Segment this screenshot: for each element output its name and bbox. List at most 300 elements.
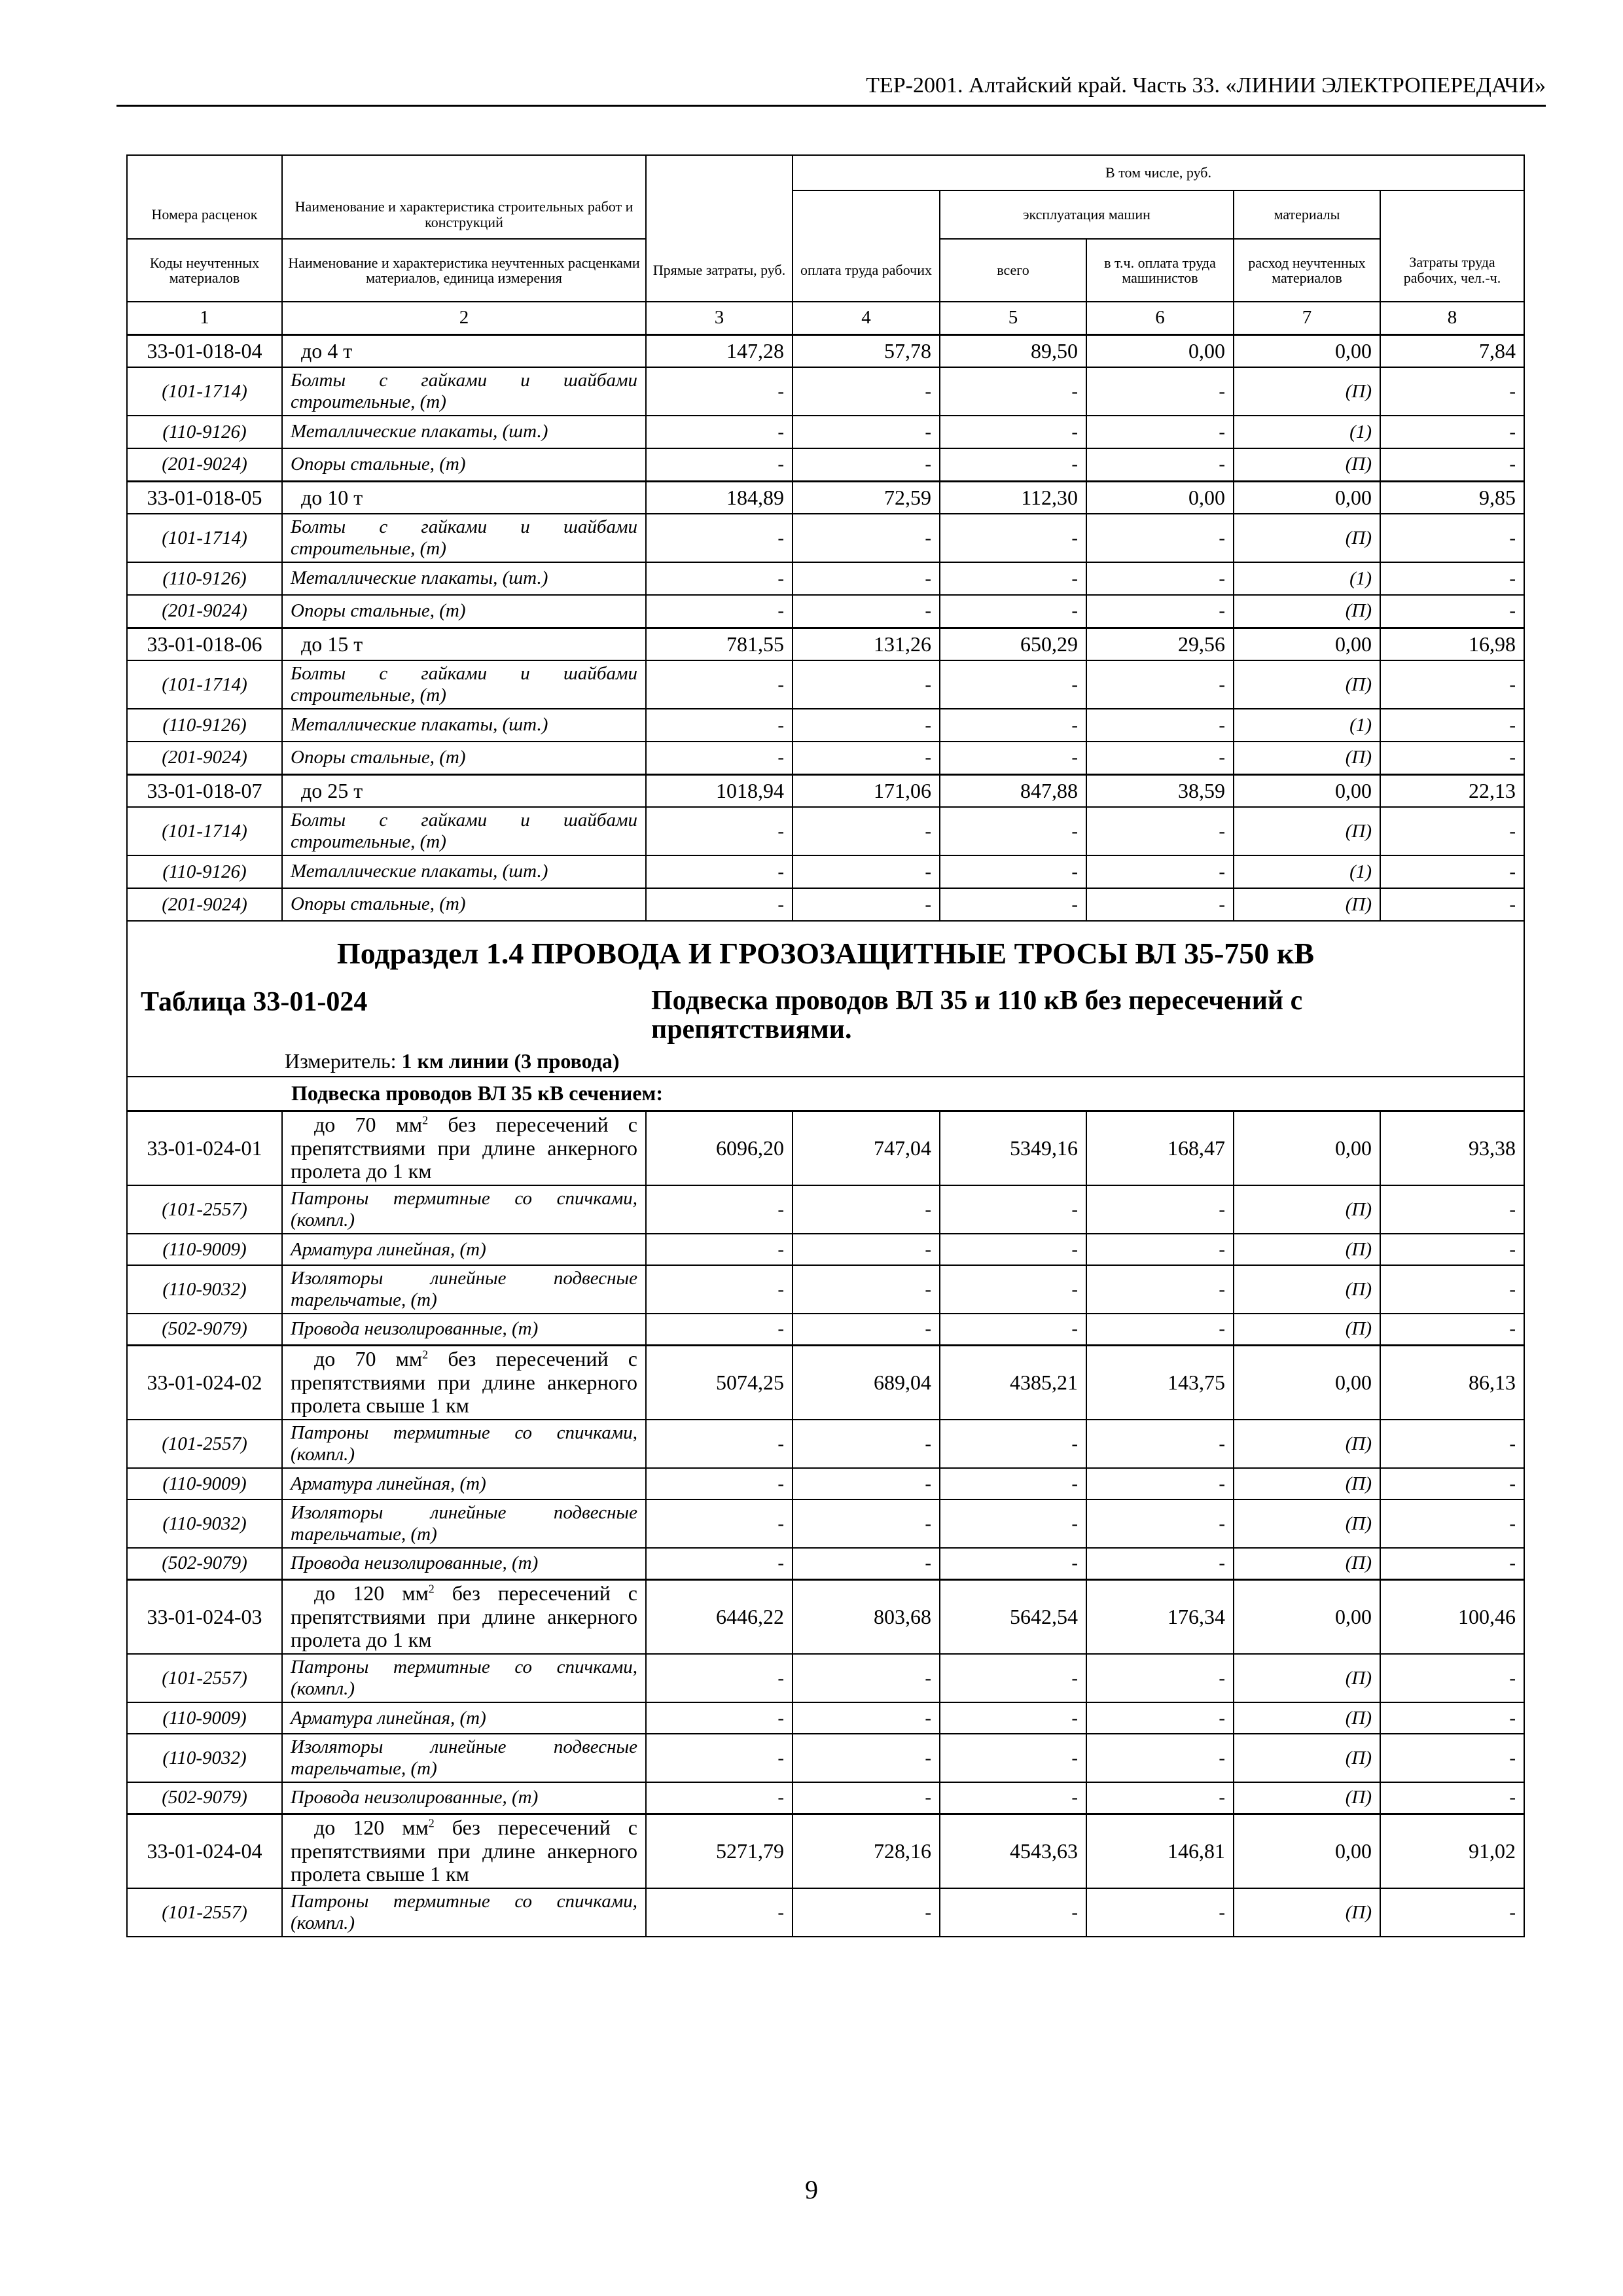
material-dash: -	[940, 367, 1086, 416]
column-number: 4	[793, 302, 940, 334]
material-row	[127, 562, 1524, 595]
material-dash: -	[793, 1185, 940, 1234]
material-code: (502-9079)	[127, 1548, 282, 1579]
material-dash: -	[1086, 855, 1234, 888]
material-dash: -	[646, 1234, 793, 1265]
material-dash: -	[1086, 742, 1234, 774]
material-dash: -	[646, 595, 793, 628]
material-dash: -	[1380, 660, 1524, 709]
rate-value: 689,04	[793, 1345, 940, 1420]
rate-value: 847,88	[940, 774, 1086, 807]
material-code: (101-2557)	[127, 1654, 282, 1702]
rate-value: 0,00	[1234, 774, 1380, 807]
material-name: Болты с гайками и шайбами строительные, (т)	[282, 807, 646, 855]
material-dash: -	[793, 1888, 940, 1937]
material-dash: -	[793, 1702, 940, 1734]
material-consumption: (П)	[1234, 660, 1380, 709]
material-name: Арматура линейная, (т)	[282, 1702, 646, 1734]
rate-name	[282, 1111, 646, 1185]
material-name: Опоры стальные, (т)	[282, 888, 646, 921]
material-dash: -	[646, 807, 793, 855]
material-dash: -	[1086, 595, 1234, 628]
rate-value: 5271,79	[646, 1814, 793, 1888]
material-dash: -	[1380, 1499, 1524, 1548]
material-row	[127, 1185, 1524, 1234]
material-consumption: (П)	[1234, 888, 1380, 921]
col-code-top: Номера расценок	[127, 190, 282, 239]
column-number: 5	[940, 302, 1086, 334]
page-number: 9	[805, 2175, 818, 2204]
material-consumption: (П)	[1234, 367, 1380, 416]
material-dash: -	[1380, 1468, 1524, 1499]
material-consumption: (П)	[1234, 807, 1380, 855]
rate-value: 5074,25	[646, 1345, 793, 1420]
col-hours-mid-blank	[1380, 190, 1524, 239]
material-dash: -	[646, 1734, 793, 1782]
rate-row	[127, 1579, 1524, 1654]
material-name: Провода неизолированные, (т)	[282, 1548, 646, 1579]
material-name: Опоры стальные, (т)	[282, 742, 646, 774]
col-machines-total: всего	[940, 239, 1086, 302]
table-number: Таблица 33-01-024	[141, 987, 368, 1017]
material-dash: -	[1086, 1654, 1234, 1702]
page-header	[116, 73, 1546, 107]
material-dash: -	[1380, 367, 1524, 416]
material-dash: -	[793, 807, 940, 855]
material-dash: -	[940, 1420, 1086, 1468]
rate-value: 7,84	[1380, 334, 1524, 367]
unit-superscript: 2	[422, 1348, 429, 1361]
rate-value: 38,59	[1086, 774, 1234, 807]
material-dash: -	[1086, 1548, 1234, 1579]
material-dash: -	[646, 562, 793, 595]
col-labor-hours: Затраты труда рабочих, чел.-ч.	[1380, 239, 1524, 302]
measure-label: Измеритель:	[285, 1049, 397, 1073]
material-dash: -	[793, 1420, 940, 1468]
material-dash: -	[1086, 1734, 1234, 1782]
material-code: (201-9024)	[127, 888, 282, 921]
rate-code: 33-01-018-04	[127, 334, 282, 367]
material-name: Металлические плакаты, (шт.)	[282, 855, 646, 888]
material-dash: -	[1380, 1702, 1524, 1734]
material-dash: -	[793, 1499, 940, 1548]
material-name: Арматура линейная, (т)	[282, 1468, 646, 1499]
material-consumption: (1)	[1234, 709, 1380, 742]
material-name: Болты с гайками и шайбами строительные, (т)	[282, 514, 646, 562]
material-dash: -	[646, 855, 793, 888]
material-consumption: (1)	[1234, 562, 1380, 595]
material-dash: -	[646, 1468, 793, 1499]
material-dash: -	[646, 1548, 793, 1579]
material-consumption: (П)	[1234, 1468, 1380, 1499]
material-dash: -	[940, 595, 1086, 628]
section-cell	[127, 921, 1524, 1077]
material-dash: -	[1380, 855, 1524, 888]
material-dash: -	[1086, 709, 1234, 742]
material-name: Изоляторы линейные подвесные тарельчатые, (т)	[282, 1734, 646, 1782]
material-dash: -	[940, 1654, 1086, 1702]
rate-code: 33-01-018-05	[127, 481, 282, 514]
rate-value: 0,00	[1234, 334, 1380, 367]
material-name: Провода неизолированные, (т)	[282, 1314, 646, 1345]
material-row	[127, 1654, 1524, 1702]
rate-row	[127, 481, 1524, 514]
material-consumption: (П)	[1234, 1185, 1380, 1234]
rate-name-part: без пересечений с препятствиями при длине анкерного пролета свыше 1 км	[291, 1346, 638, 1418]
material-row	[127, 1265, 1524, 1314]
material-name: Опоры стальные, (т)	[282, 448, 646, 481]
material-dash: -	[1086, 416, 1234, 448]
material-code: (101-1714)	[127, 807, 282, 855]
material-row	[127, 855, 1524, 888]
material-consumption: (П)	[1234, 1548, 1380, 1579]
material-dash: -	[793, 514, 940, 562]
material-dash: -	[646, 660, 793, 709]
table-heading	[128, 971, 1524, 1044]
material-name: Патроны термитные со спичками, (компл.)	[282, 1888, 646, 1937]
rate-value: 4385,21	[940, 1345, 1086, 1420]
material-code: (101-2557)	[127, 1888, 282, 1937]
section-title: Подраздел 1.4 ПРОВОДА И ГРОЗОЗАЩИТНЫЕ ТРОСЫ ВЛ 35-750 кВ	[336, 937, 1315, 970]
material-dash: -	[793, 1654, 940, 1702]
material-row	[127, 709, 1524, 742]
material-row	[127, 807, 1524, 855]
material-dash: -	[1086, 807, 1234, 855]
col-name-top-blank	[282, 155, 646, 190]
column-number: 7	[1234, 302, 1380, 334]
material-name: Провода неизолированные, (т)	[282, 1782, 646, 1814]
header-title: ТЕР-2001. Алтайский край. Часть 33. «ЛИНИИ ЭЛЕКТРОПЕРЕДАЧИ»	[866, 73, 1546, 98]
material-name: Опоры стальные, (т)	[282, 595, 646, 628]
material-dash: -	[1380, 807, 1524, 855]
rate-name-part: без пересечений с препятствиями при длине анкерного пролета свыше 1 км	[291, 1815, 637, 1886]
material-dash: -	[940, 1468, 1086, 1499]
material-row	[127, 1468, 1524, 1499]
material-dash: -	[793, 742, 940, 774]
material-row	[127, 660, 1524, 709]
material-dash: -	[1380, 888, 1524, 921]
material-consumption: (П)	[1234, 742, 1380, 774]
material-name: Болты с гайками и шайбами строительные, (т)	[282, 660, 646, 709]
rate-name	[282, 1814, 646, 1888]
rate-value: 93,38	[1380, 1111, 1524, 1185]
material-dash: -	[1380, 1265, 1524, 1314]
material-code: (101-1714)	[127, 660, 282, 709]
rate-value: 86,13	[1380, 1345, 1524, 1420]
material-dash: -	[646, 709, 793, 742]
col-incl: В том числе, руб.	[793, 155, 1524, 190]
rate-value: 176,34	[1086, 1579, 1234, 1654]
material-dash: -	[1380, 1314, 1524, 1345]
material-row	[127, 742, 1524, 774]
measure-line	[128, 1044, 1524, 1076]
material-code: (201-9024)	[127, 595, 282, 628]
material-dash: -	[793, 660, 940, 709]
rate-value: 72,59	[793, 481, 940, 514]
material-row	[127, 1314, 1524, 1345]
material-dash: -	[1086, 514, 1234, 562]
rate-value: 143,75	[1086, 1345, 1234, 1420]
material-row	[127, 888, 1524, 921]
material-row	[127, 1782, 1524, 1814]
rate-code: 33-01-018-06	[127, 628, 282, 660]
material-code: (101-1714)	[127, 367, 282, 416]
col-labor-blank	[793, 190, 940, 239]
column-number: 1	[127, 302, 282, 334]
material-dash: -	[940, 416, 1086, 448]
material-dash: -	[1086, 367, 1234, 416]
material-dash: -	[940, 514, 1086, 562]
material-name: Арматура линейная, (т)	[282, 1234, 646, 1265]
rate-name: до 25 т	[282, 774, 646, 807]
material-dash: -	[1380, 1734, 1524, 1782]
rate-value: 6446,22	[646, 1579, 793, 1654]
material-dash: -	[646, 1265, 793, 1314]
material-name: Металлические плакаты, (шт.)	[282, 709, 646, 742]
material-code: (110-9126)	[127, 709, 282, 742]
material-row	[127, 1499, 1524, 1548]
rate-value: 1018,94	[646, 774, 793, 807]
material-consumption: (1)	[1234, 855, 1380, 888]
material-consumption: (П)	[1234, 1314, 1380, 1345]
rate-value: 22,13	[1380, 774, 1524, 807]
material-code: (502-9079)	[127, 1782, 282, 1814]
rate-row	[127, 1345, 1524, 1420]
material-name: Патроны термитные со спичками, (компл.)	[282, 1654, 646, 1702]
material-code: (110-9032)	[127, 1265, 282, 1314]
rate-value: 168,47	[1086, 1111, 1234, 1185]
col-machines-labor: в т.ч. оплата труда машинистов	[1086, 239, 1234, 302]
measure-value: 1 км линии (3 провода)	[401, 1049, 620, 1073]
rate-value: 4543,63	[940, 1814, 1086, 1888]
material-dash: -	[1380, 562, 1524, 595]
rate-value: 89,50	[940, 334, 1086, 367]
rate-value: 0,00	[1234, 1345, 1380, 1420]
material-code: (101-2557)	[127, 1185, 282, 1234]
table-title: Подвеска проводов ВЛ 35 и 110 кВ без пересечений с препятствиями.	[651, 986, 1303, 1045]
rate-value: 0,00	[1234, 481, 1380, 514]
material-dash: -	[1380, 1888, 1524, 1937]
rate-name: до 10 т	[282, 481, 646, 514]
material-name: Болты с гайками и шайбами строительные, (т)	[282, 367, 646, 416]
material-row	[127, 1888, 1524, 1937]
material-consumption: (П)	[1234, 1654, 1380, 1702]
column-number: 6	[1086, 302, 1234, 334]
material-dash: -	[646, 416, 793, 448]
material-dash: -	[940, 660, 1086, 709]
material-dash: -	[646, 1499, 793, 1548]
material-code: (101-1714)	[127, 514, 282, 562]
unit-superscript: 2	[422, 1113, 429, 1127]
rate-row	[127, 628, 1524, 660]
column-number: 2	[282, 302, 646, 334]
rate-name	[282, 1345, 646, 1420]
material-dash: -	[1086, 1314, 1234, 1345]
material-dash: -	[940, 742, 1086, 774]
col-direct-blank	[646, 155, 793, 239]
material-dash: -	[646, 742, 793, 774]
rate-value: 16,98	[1380, 628, 1524, 660]
rate-code: 33-01-024-04	[127, 1814, 282, 1888]
material-dash: -	[646, 448, 793, 481]
material-dash: -	[940, 562, 1086, 595]
rate-name-part: до 120 мм	[314, 1815, 429, 1839]
rate-value: 803,68	[793, 1579, 940, 1654]
rate-value: 29,56	[1086, 628, 1234, 660]
material-consumption: (1)	[1234, 416, 1380, 448]
rate-value: 0,00	[1234, 628, 1380, 660]
material-name: Патроны термитные со спичками, (компл.)	[282, 1185, 646, 1234]
material-consumption: (П)	[1234, 1702, 1380, 1734]
rate-value: 57,78	[793, 334, 940, 367]
material-dash: -	[1086, 1468, 1234, 1499]
material-dash: -	[793, 709, 940, 742]
rate-row	[127, 1814, 1524, 1888]
material-dash: -	[940, 1234, 1086, 1265]
material-consumption: (П)	[1234, 514, 1380, 562]
material-dash: -	[793, 595, 940, 628]
material-dash: -	[646, 1702, 793, 1734]
material-dash: -	[1086, 888, 1234, 921]
material-code: (110-9009)	[127, 1468, 282, 1499]
column-number: 8	[1380, 302, 1524, 334]
material-dash: -	[646, 1654, 793, 1702]
material-consumption: (П)	[1234, 1234, 1380, 1265]
rate-value: 0,00	[1086, 481, 1234, 514]
material-dash: -	[1380, 742, 1524, 774]
rate-value: 91,02	[1380, 1814, 1524, 1888]
material-dash: -	[940, 807, 1086, 855]
rate-value: 0,00	[1234, 1579, 1380, 1654]
material-dash: -	[940, 1734, 1086, 1782]
material-row	[127, 1420, 1524, 1468]
col-materials: материалы	[1234, 190, 1380, 239]
material-dash: -	[1086, 1702, 1234, 1734]
material-dash: -	[646, 1888, 793, 1937]
rate-value: 112,30	[940, 481, 1086, 514]
material-dash: -	[1380, 416, 1524, 448]
material-row	[127, 367, 1524, 416]
rate-value: 0,00	[1234, 1111, 1380, 1185]
material-dash: -	[1086, 1782, 1234, 1814]
rate-code: 33-01-024-01	[127, 1111, 282, 1185]
material-dash: -	[1380, 1548, 1524, 1579]
material-dash: -	[1086, 1499, 1234, 1548]
material-dash: -	[1380, 709, 1524, 742]
material-dash: -	[793, 1734, 940, 1782]
col-labor: оплата труда рабочих	[793, 239, 940, 302]
col-machines: эксплуатация машин	[940, 190, 1234, 239]
material-dash: -	[940, 1702, 1086, 1734]
material-code: (502-9079)	[127, 1314, 282, 1345]
material-dash: -	[940, 1782, 1086, 1814]
material-name: Металлические плакаты, (шт.)	[282, 416, 646, 448]
rate-name-part: без пересечений с препятствиями при длине анкерного пролета до 1 км	[291, 1581, 637, 1652]
col-name-top: Наименование и характеристика строительных работ и конструкций	[282, 190, 646, 239]
material-dash: -	[940, 1314, 1086, 1345]
material-name: Изоляторы линейные подвесные тарельчатые, (т)	[282, 1265, 646, 1314]
material-row	[127, 1548, 1524, 1579]
material-dash: -	[793, 1548, 940, 1579]
material-code: (110-9009)	[127, 1234, 282, 1265]
material-dash: -	[940, 709, 1086, 742]
material-dash: -	[1380, 514, 1524, 562]
material-dash: -	[646, 1782, 793, 1814]
rate-name: до 4 т	[282, 334, 646, 367]
rate-code: 33-01-018-07	[127, 774, 282, 807]
col-direct: Прямые затраты, руб.	[646, 239, 793, 302]
rate-name-part: без пересечений с препятствиями при длине анкерного пролета до 1 км	[291, 1112, 638, 1183]
column-numbers	[127, 302, 1524, 334]
rate-value: 131,26	[793, 628, 940, 660]
rate-value: 100,46	[1380, 1579, 1524, 1654]
material-dash: -	[646, 888, 793, 921]
rate-value: 781,55	[646, 628, 793, 660]
sub-header-row	[127, 1077, 1524, 1111]
material-dash: -	[793, 1265, 940, 1314]
rate-name-part: до 120 мм	[314, 1581, 429, 1605]
material-row	[127, 1234, 1524, 1265]
rate-value: 6096,20	[646, 1111, 793, 1185]
material-dash: -	[1380, 448, 1524, 481]
material-dash: -	[1380, 1654, 1524, 1702]
material-dash: -	[1086, 1265, 1234, 1314]
rate-value: 728,16	[793, 1814, 940, 1888]
col-code-top-blank	[127, 155, 282, 190]
material-dash: -	[1086, 1420, 1234, 1468]
material-name: Патроны термитные со спичками, (компл.)	[282, 1420, 646, 1468]
material-dash: -	[793, 1782, 940, 1814]
column-number: 3	[646, 302, 793, 334]
material-row	[127, 448, 1524, 481]
material-row	[127, 514, 1524, 562]
material-consumption: (П)	[1234, 1734, 1380, 1782]
material-consumption: (П)	[1234, 1265, 1380, 1314]
material-dash: -	[1086, 1234, 1234, 1265]
rate-value: 0,00	[1086, 334, 1234, 367]
material-dash: -	[646, 1185, 793, 1234]
material-consumption: (П)	[1234, 1782, 1380, 1814]
material-row	[127, 595, 1524, 628]
material-dash: -	[940, 888, 1086, 921]
unit-superscript: 2	[428, 1582, 435, 1596]
material-consumption: (П)	[1234, 448, 1380, 481]
rate-code: 33-01-024-02	[127, 1345, 282, 1420]
material-dash: -	[646, 514, 793, 562]
rate-value: 9,85	[1380, 481, 1524, 514]
material-consumption: (П)	[1234, 1888, 1380, 1937]
material-dash: -	[646, 1420, 793, 1468]
rates-table	[126, 154, 1525, 1937]
material-dash: -	[1380, 1234, 1524, 1265]
rate-value: 747,04	[793, 1111, 940, 1185]
rate-row	[127, 1111, 1524, 1185]
material-dash: -	[793, 1468, 940, 1499]
material-dash: -	[793, 562, 940, 595]
rate-name: до 15 т	[282, 628, 646, 660]
col-code-bottom: Коды неучтенных материалов	[127, 239, 282, 302]
material-dash: -	[940, 855, 1086, 888]
rate-row	[127, 774, 1524, 807]
material-dash: -	[1086, 660, 1234, 709]
rate-code: 33-01-024-03	[127, 1579, 282, 1654]
material-code: (110-9126)	[127, 855, 282, 888]
material-dash: -	[940, 1548, 1086, 1579]
material-dash: -	[646, 367, 793, 416]
material-dash: -	[793, 888, 940, 921]
material-dash: -	[793, 1234, 940, 1265]
material-dash: -	[793, 1314, 940, 1345]
